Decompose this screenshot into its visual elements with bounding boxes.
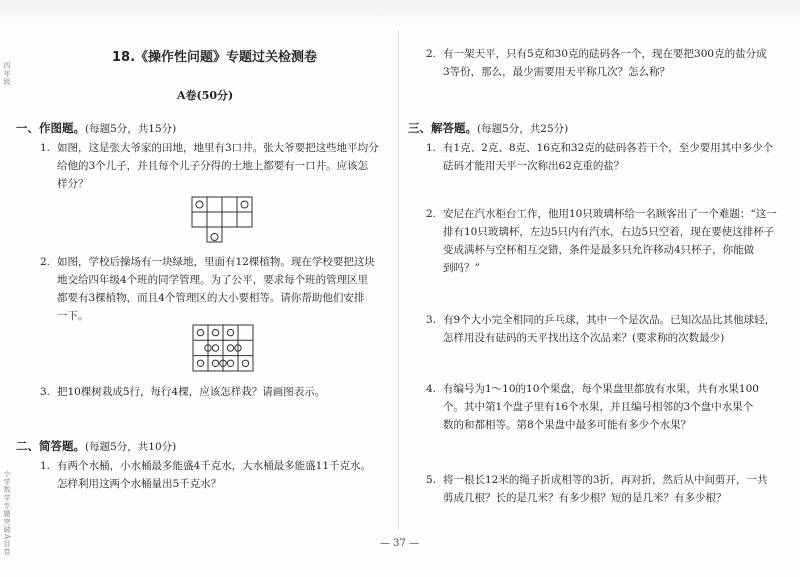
a3-number: 3. bbox=[426, 314, 437, 326]
q2-line: 都要有3棵植物，而且4个管理区的大小要相等。请你帮助他们安排 bbox=[57, 292, 365, 304]
page-edge-shadow bbox=[0, 0, 800, 22]
section-drawing-heading bbox=[16, 120, 176, 137]
s1-number: 1. bbox=[40, 460, 51, 472]
q1-line: 给他的3个儿子，并且每个儿子分得的土地上都要有一口井。应该怎 bbox=[57, 160, 369, 172]
a2-number: 2. bbox=[426, 208, 437, 220]
section-drawing-label: 一、作图题。 bbox=[16, 121, 85, 135]
q1-line: 样分？ bbox=[57, 178, 89, 190]
a2-line: 变成满杯与空杯相互交错，条件是最多只允许移动4只杯子，你能做 bbox=[443, 244, 755, 256]
q1-number: 1. bbox=[40, 142, 51, 154]
a5-line: 剪成几根？长的是几米？有多少根？短的是几米？有多少根？ bbox=[443, 492, 727, 504]
section-answer-label: 三、解答题。 bbox=[408, 121, 477, 135]
r0-line: 有一架天平，只有5克和30克的砝码各一个，现在要把300克的盐分成 bbox=[443, 48, 767, 60]
s1-line: 有两个水桶，小水桶最多能盛4千克水，大水桶最多能盛11千克水。 bbox=[57, 460, 372, 472]
a1-line: 有1克、2克、8克、16克和32克的砝码各若干个，至少要用其中多少个 bbox=[443, 142, 774, 154]
a1-number: 1. bbox=[426, 142, 437, 154]
green-plot-figure bbox=[191, 323, 255, 373]
q3-number: 3. bbox=[40, 386, 51, 398]
a1-line: 砝码才能用天平一次称出62克重的盐？ bbox=[443, 160, 625, 172]
section-answer-note: (每题5分，共25分) bbox=[477, 123, 569, 135]
a4-line: 有编号为1～10的10个果盘，每个果盘里都放有水果，共有水果100 bbox=[443, 383, 759, 395]
q3-line: 把10棵树栽成5行，每行4棵，应该怎样栽？请画图表示。 bbox=[57, 386, 326, 398]
a2-line: 到吗？” bbox=[443, 262, 480, 274]
r0-line: 3等份，那么，最少需要用天平称几次？怎么称？ bbox=[443, 66, 671, 78]
a3-line: 怎样用没有砝码的天平找出这个次品来？(要求称的次数最少) bbox=[443, 332, 725, 344]
q2-number: 2. bbox=[40, 256, 51, 268]
a3-line: 有9个大小完全相同的乒乓球，其中一个是次品。已知次品比其他球轻， bbox=[443, 314, 776, 326]
field-wells-figure bbox=[190, 195, 254, 251]
page-number: — 37 — bbox=[380, 538, 420, 549]
s1-line: 怎样利用这两个水桶量出5千克水？ bbox=[57, 478, 222, 490]
side-grade-label: 四年级 bbox=[3, 62, 11, 86]
side-book-label: 小学数学专题突破A目卷 bbox=[3, 470, 11, 557]
a4-number: 4. bbox=[426, 383, 437, 395]
section-short-note: (每题5分，共10分) bbox=[85, 441, 177, 453]
a4-line: 个。其中第1个盘子里有16个水果，并且编号相邻的3个盘中水果个 bbox=[443, 401, 754, 413]
a2-line: 安尼在汽水柜台工作，他用10只玻璃杯给一名顾客出了一个难题：“这一 bbox=[443, 208, 777, 220]
section-subtitle: A卷(50分) bbox=[177, 89, 234, 102]
section-drawing-note: (每题5分，共15分) bbox=[85, 123, 177, 135]
column-divider bbox=[398, 30, 399, 530]
q2-line: 如图，学校后操场有一块绿地，里面有12棵植物。现在学校要把这块 bbox=[57, 256, 375, 268]
page-title: 18.《操作性问题》专题过关检测卷 bbox=[112, 50, 318, 65]
a5-number: 5. bbox=[426, 474, 437, 486]
r0-number: 2. bbox=[426, 48, 437, 60]
section-short-label: 二、简答题。 bbox=[16, 439, 85, 453]
section-short-heading bbox=[16, 438, 176, 455]
q2-line: 地交给四年级4个班的同学管理。为了公平，要求每个班的管理区里 bbox=[57, 274, 369, 286]
a4-line: 数的和都相等。第8个果盘中最多可能有多少个水果？ bbox=[443, 419, 692, 431]
section-answer-heading bbox=[408, 120, 568, 137]
q2-line: 一下。 bbox=[57, 310, 89, 322]
q1-line: 如图，这是张大爷家的田地，地里有3口井。张大爷要把这些地平均分 bbox=[57, 142, 379, 154]
a5-line: 将一根长12米的绳子折成相等的3折，再对折，然后从中间剪开，一共 bbox=[443, 474, 768, 486]
a2-line: 排有10只玻璃杯，左边5只内有汽水，右边5只空着，现在要使这排杯子 bbox=[443, 226, 775, 238]
